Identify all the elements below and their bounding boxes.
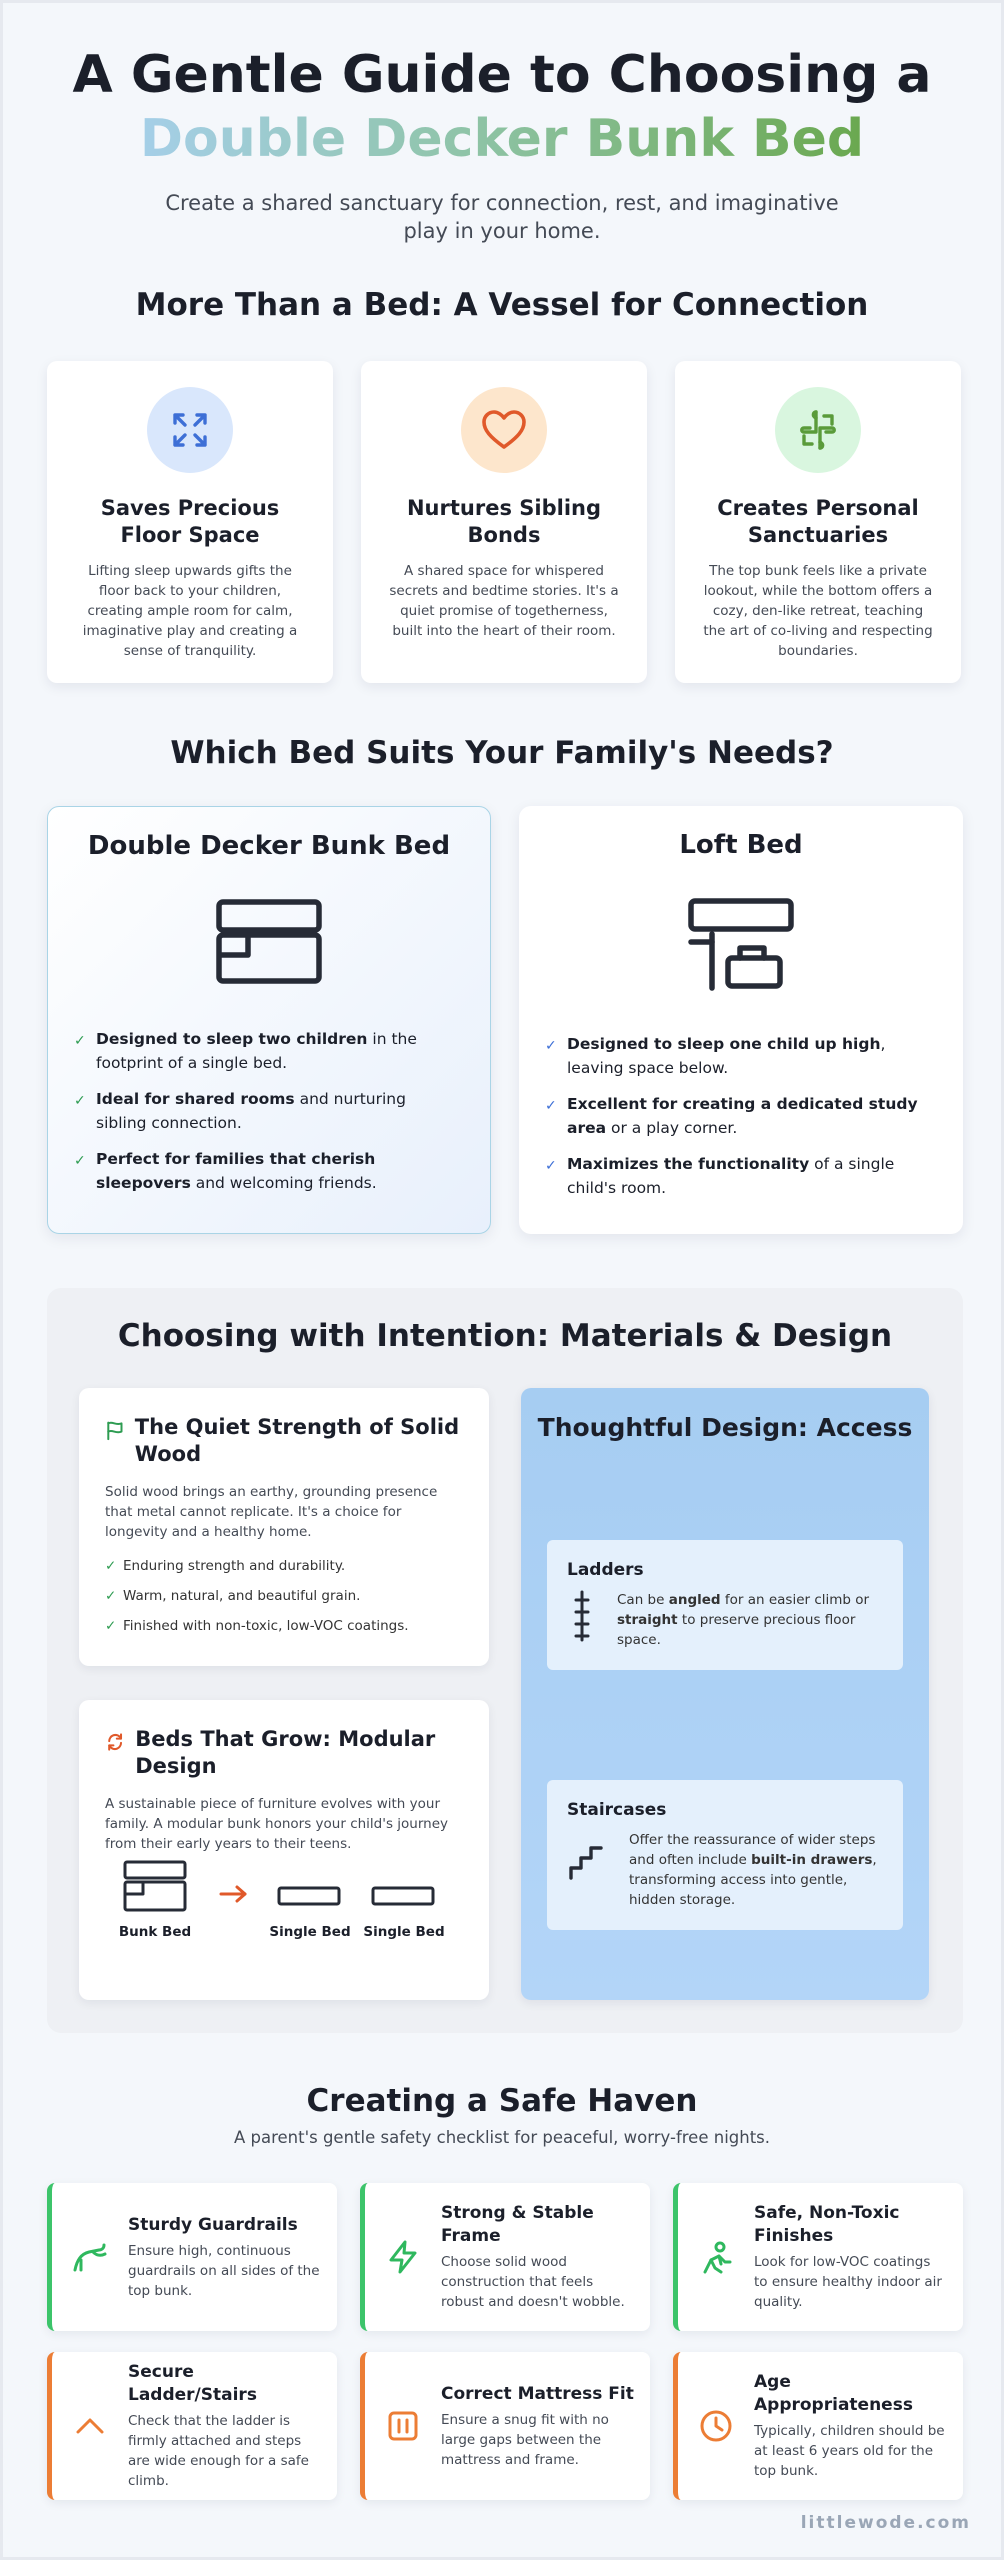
page-title-highlight: Double Decker Bunk Bed bbox=[139, 109, 865, 169]
safety-item-title: Safe, Non-Toxic Finishes bbox=[754, 2203, 900, 2246]
safety-item-text: Choose solid wood construction that feels robust and doesn't wobble. bbox=[441, 2254, 625, 2310]
safety-item-age bbox=[673, 2352, 963, 2500]
page-title: A Gentle Guide to Choosing a bbox=[72, 45, 932, 105]
loft-bed-icon bbox=[686, 896, 796, 992]
safety-item-text: Ensure high, continuous guardrails on all sides of the top bunk. bbox=[128, 2242, 320, 2299]
loft-bed-title: Loft Bed bbox=[679, 830, 803, 860]
compare-cards bbox=[47, 806, 963, 1234]
materials-title: Choosing with Intention: Materials & Design bbox=[117, 1318, 893, 1354]
access-card bbox=[521, 1388, 929, 2000]
safety-checklist bbox=[47, 2183, 963, 2500]
pause-box-icon bbox=[387, 2410, 419, 2442]
safety-item-title: Correct Mattress Fit bbox=[441, 2383, 634, 2404]
guardrail-icon bbox=[71, 2240, 109, 2274]
solid-wood-list bbox=[105, 1556, 463, 1636]
hero bbox=[3, 43, 1001, 245]
safety-subtitle: A parent's gentle safety checklist for peaceful, worry-free nights. bbox=[233, 2128, 771, 2147]
check-icon: ✓ bbox=[545, 1038, 557, 1054]
connection-title: More Than a Bed: A Vessel for Connection bbox=[135, 287, 869, 323]
solid-wood-text: Solid wood brings an earthy, grounding presence that metal cannot replicate. It's a choice for longevity and a healthy home. bbox=[105, 1484, 438, 1540]
card-text: Lifting sleep upwards gifts the floor back to your children, creating ample room for calm, imaginative play and creating a sense of tranquility. bbox=[82, 563, 298, 659]
card-title: Nurtures Sibling Bonds bbox=[406, 496, 601, 547]
arrow-right-icon bbox=[221, 1887, 245, 1901]
safety-item-text: Check that the ladder is firmly attached and steps are wide enough for a safe climb. bbox=[128, 2413, 309, 2489]
modular-text: A sustainable piece of furniture evolves with your family. A modular bunk honors your child's journey from their early years to their teens. bbox=[105, 1796, 449, 1852]
check-icon: ✓ bbox=[545, 1098, 557, 1114]
refresh-icon bbox=[105, 1729, 125, 1755]
check-icon: ✓ bbox=[545, 1158, 557, 1174]
safety-item-frame bbox=[360, 2183, 650, 2331]
list-item: ✓ Ideal for shared rooms and nurturing sibling connection. bbox=[74, 1090, 406, 1132]
staircases-text: Offer the reassurance of wider steps and often include built-in drawers, transforming access into gentle, hidden storage. bbox=[629, 1832, 877, 1908]
list-item: ✓ Finished with non-toxic, low-VOC coatings. bbox=[105, 1618, 409, 1634]
card-title: Saves Precious Floor Space bbox=[100, 496, 280, 547]
card-sibling-bonds bbox=[361, 361, 647, 683]
card-text: A shared space for whispered secrets and bedtime stories. It's a quiet promise of togetherness, built into the heart of their room. bbox=[389, 563, 619, 639]
compare-title: Which Bed Suits Your Family's Needs? bbox=[170, 735, 834, 771]
safety-item-ladder bbox=[47, 2352, 337, 2500]
check-icon: ✓ bbox=[74, 1153, 86, 1169]
label-single-bed: Single Bed bbox=[269, 1924, 351, 1940]
materials-section bbox=[47, 1288, 963, 2033]
modular-card bbox=[79, 1700, 489, 2000]
staircases-box bbox=[547, 1780, 903, 1930]
modular-title: Beds That Grow: Modular Design bbox=[135, 1727, 436, 1778]
access-title: Thoughtful Design: Access bbox=[537, 1413, 913, 1442]
flag-icon bbox=[105, 1417, 125, 1443]
safety-item-title: Age Appropriateness bbox=[754, 2372, 913, 2415]
safety-title: Creating a Safe Haven bbox=[306, 2083, 698, 2119]
loft-bed-card bbox=[519, 806, 963, 1234]
chevron-up-icon bbox=[74, 2414, 106, 2438]
safety-item-title: Strong & Stable Frame bbox=[441, 2203, 594, 2246]
safety-item-text: Ensure a snug fit with no large gaps between the mattress and frame. bbox=[441, 2411, 609, 2468]
safety-item-guardrails bbox=[47, 2183, 337, 2331]
check-icon: ✓ bbox=[105, 1618, 117, 1634]
card-text: The top bunk feels like a private lookout, while the bottom offers a cozy, den-like retreat, teaching the art of co-living and respecting boundaries. bbox=[703, 563, 933, 659]
solid-wood-title: The Quiet Strength of Solid Wood bbox=[134, 1415, 460, 1466]
check-icon: ✓ bbox=[74, 1033, 86, 1049]
card-title: Creates Personal Sanctuaries bbox=[717, 496, 919, 547]
bunk-bed-points bbox=[74, 1027, 454, 1195]
staircases-title: Staircases bbox=[567, 1800, 667, 1820]
clock-icon bbox=[699, 2409, 733, 2443]
safety-item-title: Secure Ladder/Stairs bbox=[128, 2362, 257, 2405]
single-bed-icon bbox=[279, 1888, 339, 1904]
list-item: ✓ Designed to sleep two children in the footprint of a single bed. bbox=[74, 1030, 417, 1072]
footer-site: littlewode.com bbox=[800, 2513, 971, 2533]
label-bunk-bed: Bunk Bed bbox=[118, 1924, 192, 1940]
bunk-bed-title: Double Decker Bunk Bed bbox=[87, 831, 451, 861]
list-item: ✓ Perfect for families that cherish sleepovers and welcoming friends. bbox=[74, 1150, 377, 1192]
solid-wood-card bbox=[79, 1388, 489, 1666]
label-single-bed: Single Bed bbox=[363, 1924, 445, 1940]
stairs-icon bbox=[567, 1838, 605, 1882]
connection-cards bbox=[47, 361, 963, 683]
modular-diagram bbox=[105, 1860, 465, 1940]
ladder-icon bbox=[571, 1590, 593, 1642]
person-icon bbox=[699, 2240, 733, 2274]
card-floor-space bbox=[47, 361, 333, 683]
page-subtitle: Create a shared sanctuary for connection, rest, and imaginative play in your home. bbox=[165, 191, 839, 243]
single-bed-icon bbox=[373, 1888, 433, 1904]
ladders-title: Ladders bbox=[567, 1560, 644, 1580]
check-icon: ✓ bbox=[105, 1588, 117, 1604]
ladders-text: Can be angled for an easier climb or straight to preserve precious floor space. bbox=[617, 1592, 870, 1648]
bunk-bed-icon bbox=[214, 897, 324, 987]
ladders-box bbox=[547, 1540, 903, 1670]
lightning-icon bbox=[387, 2240, 419, 2274]
card-personal-sanctuaries bbox=[675, 361, 961, 683]
list-item: ✓ Maximizes the functionality of a single child's room. bbox=[545, 1155, 895, 1197]
heart-icon bbox=[461, 387, 547, 473]
loft-bed-points bbox=[545, 1032, 925, 1200]
check-icon: ✓ bbox=[105, 1558, 117, 1574]
list-item: ✓ Enduring strength and durability. bbox=[105, 1558, 346, 1574]
bunk-bed-small-icon bbox=[125, 1862, 185, 1910]
list-item: ✓ Designed to sleep one child up high, leaving space below. bbox=[545, 1035, 886, 1077]
safety-item-title: Sturdy Guardrails bbox=[128, 2214, 298, 2235]
list-item: ✓ Excellent for creating a dedicated study area or a play corner. bbox=[545, 1095, 918, 1137]
safety-item-mattress bbox=[360, 2352, 650, 2500]
safety-item-text: Look for low-VOC coatings to ensure healthy indoor air quality. bbox=[754, 2254, 942, 2310]
layout-icon bbox=[775, 387, 861, 473]
safety-item-text: Typically, children should be at least 6 years old for the top bunk. bbox=[754, 2423, 945, 2479]
bunk-bed-card bbox=[47, 806, 491, 1234]
expand-arrows-icon bbox=[147, 387, 233, 473]
safety-item-finishes bbox=[673, 2183, 963, 2331]
list-item: ✓ Warm, natural, and beautiful grain. bbox=[105, 1588, 361, 1604]
check-icon: ✓ bbox=[74, 1093, 86, 1109]
